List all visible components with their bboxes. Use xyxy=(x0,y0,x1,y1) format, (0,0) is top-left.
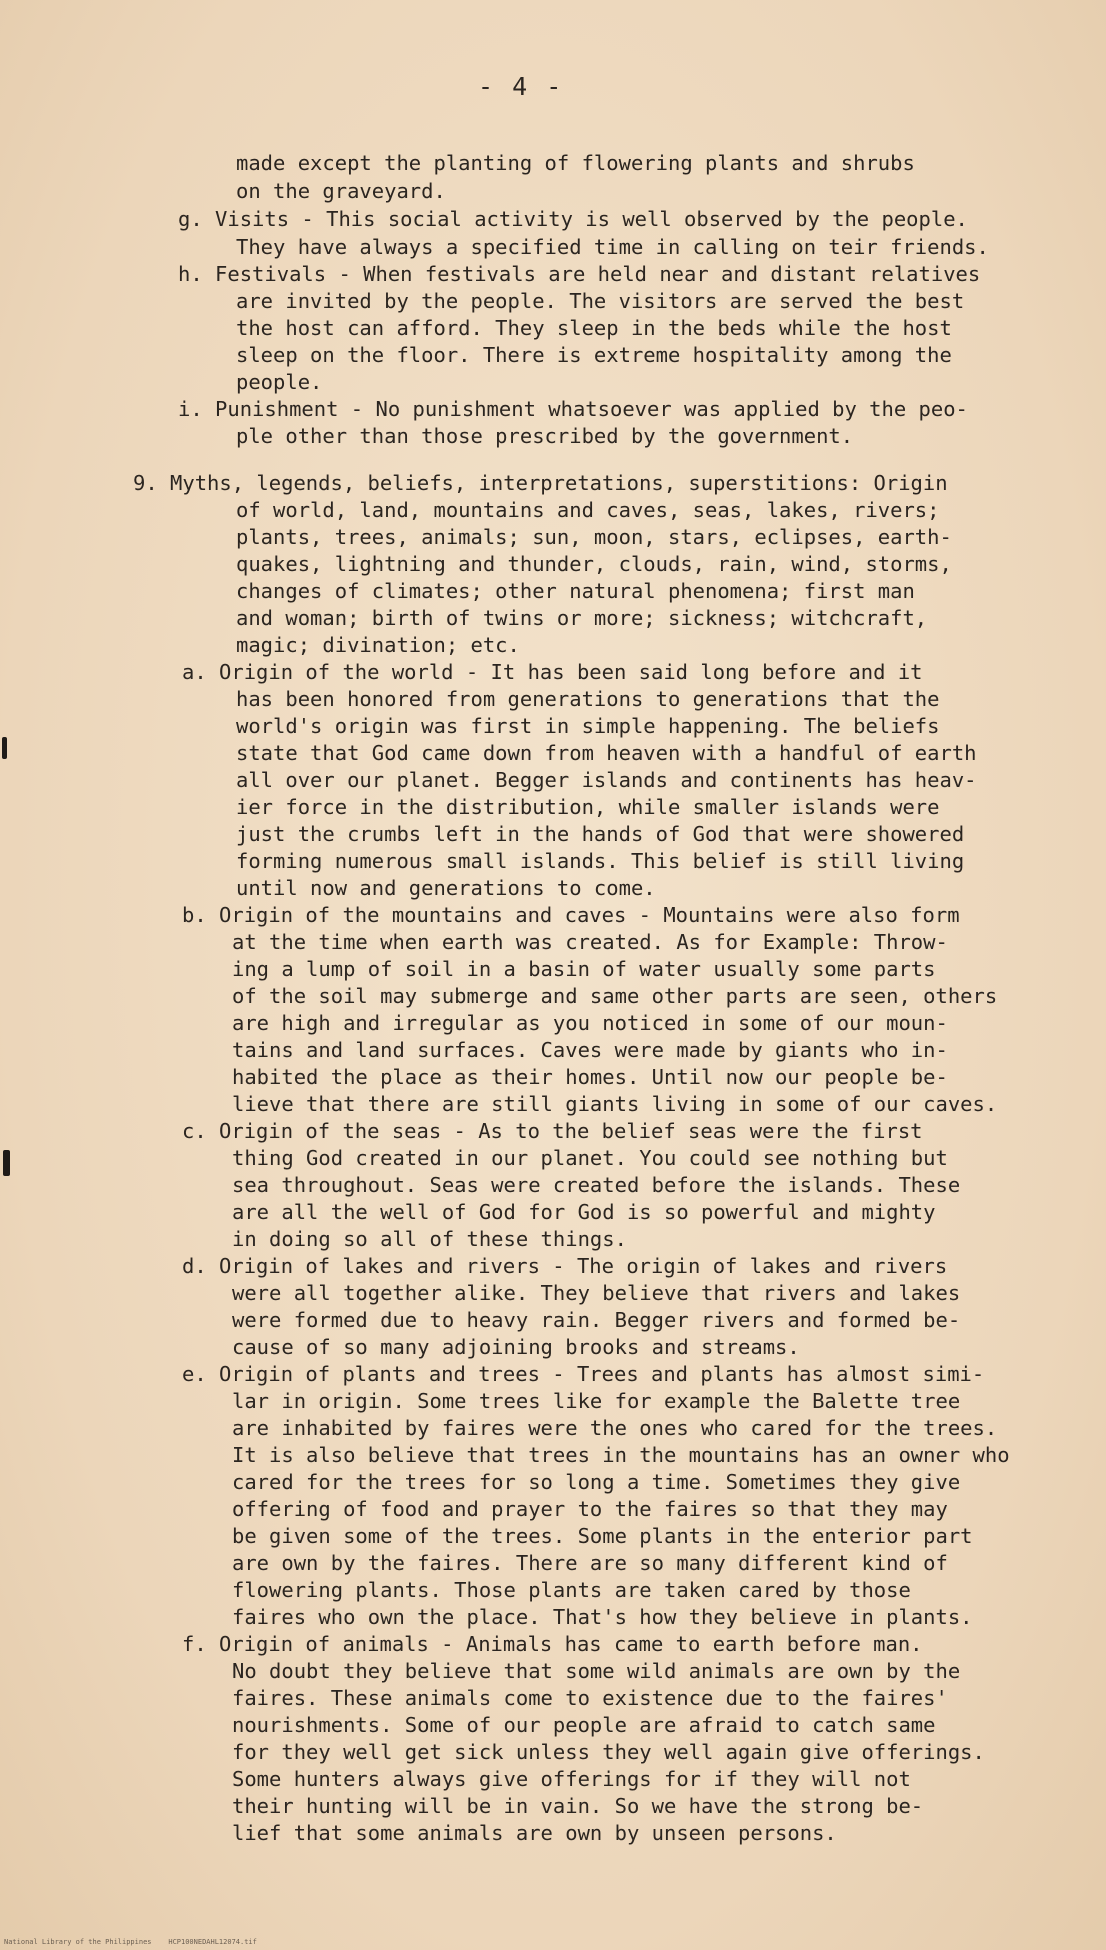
text-line: thing God created in our planet. You could see nothing but xyxy=(232,1146,948,1170)
text-line: quakes, lightning and thunder, clouds, rain, wind, storms, xyxy=(236,552,952,576)
text-line: are all the well of God for God is so powerful and mighty xyxy=(232,1200,936,1224)
text-line: i. Punishment - No punishment whatsoever was applied by the peo- xyxy=(178,397,968,421)
text-line: flowering plants. Those plants are taken cared by those xyxy=(232,1578,911,1602)
text-line: until now and generations to come. xyxy=(236,876,656,900)
text-line: h. Festivals - When festivals are held near and distant relatives xyxy=(178,262,981,286)
text-line: be given some of the trees. Some plants in the enterior part xyxy=(232,1524,973,1548)
text-line: lief that some animals are own by unseen persons. xyxy=(232,1821,837,1845)
text-line: were all together alike. They believe that rivers and lakes xyxy=(232,1281,961,1305)
text-line: cared for the trees for so long a time. Sometimes they give xyxy=(232,1470,961,1494)
text-line: g. Visits - This social activity is well observed by the people. xyxy=(178,207,968,231)
text-line: are high and irregular as you noticed in some of our moun- xyxy=(232,1011,948,1035)
text-line: habited the place as their homes. Until now our people be- xyxy=(232,1065,948,1089)
text-line: sleep on the floor. There is extreme hospitality among the xyxy=(236,343,952,367)
text-line: 9. Myths, legends, beliefs, interpretations, superstitions: Origin xyxy=(133,471,948,495)
text-line: magic; divination; etc. xyxy=(236,633,520,657)
text-line: f. Origin of animals - Animals has came to earth before man. xyxy=(182,1632,923,1656)
text-line: state that God came down from heaven with a handful of earth xyxy=(236,741,977,765)
binding-hole-mark xyxy=(3,1150,10,1176)
text-line: ier force in the distribution, while smaller islands were xyxy=(236,795,940,819)
text-line: of the soil may submerge and same other parts are seen, others xyxy=(232,984,998,1008)
text-line: tains and land surfaces. Caves were made by giants who in- xyxy=(232,1038,948,1062)
text-line: were formed due to heavy rain. Begger rivers and formed be- xyxy=(232,1308,961,1332)
text-line: offering of food and prayer to the faires so that they may xyxy=(232,1497,948,1521)
text-line: lar in origin. Some trees like for example the Balette tree xyxy=(232,1389,961,1413)
text-line: It is also believe that trees in the mountains has an owner who xyxy=(232,1443,1010,1467)
text-line: in doing so all of these things. xyxy=(232,1227,627,1251)
text-line: b. Origin of the mountains and caves - Mountains were also form xyxy=(182,903,960,927)
page-number: - 4 - xyxy=(478,72,564,101)
text-line: nourishments. Some of our people are afraid to catch same xyxy=(232,1713,936,1737)
text-line: are invited by the people. The visitors are served the best xyxy=(236,289,965,313)
text-line: e. Origin of plants and trees - Trees and plants has almost simi- xyxy=(182,1362,985,1386)
text-line: ple other than those prescribed by the government. xyxy=(236,424,854,448)
text-line: are own by the faires. There are so many different kind of xyxy=(232,1551,948,1575)
text-line: c. Origin of the seas - As to the belief seas were the first xyxy=(182,1119,923,1143)
text-line: the host can afford. They sleep in the beds while the host xyxy=(236,316,952,340)
text-line: a. Origin of the world - It has been said long before and it xyxy=(182,660,923,684)
text-line: for they well get sick unless they well again give offerings. xyxy=(232,1740,985,1764)
text-line: No doubt they believe that some wild animals are own by the xyxy=(232,1659,961,1683)
scan-footer: National Library of the Philippines HCP100NEDAHL12074.tif xyxy=(4,1938,257,1946)
text-line: sea throughout. Seas were created before the islands. These xyxy=(232,1173,961,1197)
text-line: their hunting will be in vain. So we have the strong be- xyxy=(232,1794,924,1818)
text-line: faires who own the place. That's how they believe in plants. xyxy=(232,1605,973,1629)
text-line: are inhabited by faires were the ones who cared for the trees. xyxy=(232,1416,998,1440)
text-line: cause of so many adjoining brooks and streams. xyxy=(232,1335,800,1359)
text-line: plants, trees, animals; sun, moon, stars, eclipses, earth- xyxy=(236,525,952,549)
text-line: on the graveyard. xyxy=(236,179,446,203)
text-line: They have always a specified time in calling on teir friends. xyxy=(236,235,989,259)
text-line: d. Origin of lakes and rivers - The origin of lakes and rivers xyxy=(182,1254,948,1278)
text-line: Some hunters always give offerings for if they will not xyxy=(232,1767,911,1791)
text-line: ing a lump of soil in a basin of water usually some parts xyxy=(232,957,936,981)
text-line: at the time when earth was created. As for Example: Throw- xyxy=(232,930,948,954)
text-line: forming numerous small islands. This belief is still living xyxy=(236,849,965,873)
text-line: all over our planet. Begger islands and continents has heav- xyxy=(236,768,977,792)
text-line: just the crumbs left in the hands of God that were showered xyxy=(236,822,965,846)
text-line: people. xyxy=(236,370,323,394)
text-line: lieve that there are still giants living in some of our caves. xyxy=(232,1092,998,1116)
binding-hole-mark xyxy=(2,737,7,759)
text-line: world's origin was first in simple happening. The beliefs xyxy=(236,714,940,738)
text-line: of world, land, mountains and caves, seas, lakes, rivers; xyxy=(236,498,940,522)
text-line: changes of climates; other natural phenomena; first man xyxy=(236,579,915,603)
text-line: faires. These animals come to existence due to the faires' xyxy=(232,1686,948,1710)
text-line: has been honored from generations to generations that the xyxy=(236,687,940,711)
text-line: and woman; birth of twins or more; sickness; witchcraft, xyxy=(236,606,928,630)
text-line: made except the planting of flowering plants and shrubs xyxy=(236,151,915,175)
